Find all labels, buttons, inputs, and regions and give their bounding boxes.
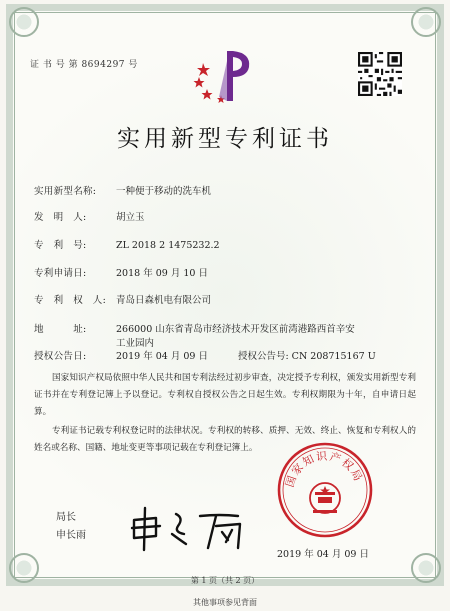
footer-note: 其他事项参见背面 <box>193 598 257 607</box>
qr-code-icon <box>358 52 402 96</box>
field-grant-date <box>34 348 376 362</box>
field-label: 专 利 权 人: <box>34 295 107 306</box>
field-inventor <box>34 209 145 223</box>
field-patent-number <box>34 237 220 251</box>
patent-office-logo-icon <box>193 47 253 105</box>
field-application-date <box>34 265 208 279</box>
field-value: 胡立玉 <box>116 212 145 223</box>
director-title: 局长 <box>56 512 76 523</box>
field-address <box>34 321 355 335</box>
paragraph-legal-status: 专利证书记载专利权登记时的法律状况。专利权的转移、质押、无效、终止、恢复和专利权人的姓名或名称、国籍、地址变更等事项记载在专利登记簿上。 <box>34 426 416 453</box>
field-value: ZL 2018 2 1475232.2 <box>116 240 220 251</box>
border-ornament-icon <box>9 7 39 37</box>
page-number: 第 1 页（共 2 页） <box>190 576 260 585</box>
address-line-2: 工业园内 <box>116 338 155 349</box>
field-utility-model-name <box>34 183 211 197</box>
field-label: 地 址: <box>34 324 87 335</box>
field-value: 266000 山东省青岛市经济技术开发区前湾港路西首辛安 <box>116 324 355 335</box>
director-signature <box>120 504 270 554</box>
field-value: 2019 年 04 月 09 日 <box>116 351 208 362</box>
field-label: 实用新型名称: <box>34 186 97 197</box>
field-label: 授权公告日: <box>34 351 87 362</box>
field-patentee <box>34 292 211 306</box>
field-value: 青岛日森机电有限公司 <box>116 295 212 306</box>
field-label: 发 明 人: <box>34 212 87 223</box>
seal-text: 国家知识产权局 <box>283 449 366 489</box>
paragraph-grant-statement: 国家知识产权局依照中华人民共和国专利法经过初步审查，决定授予专利权，颁发实用新型专利证书并在专利登记簿上予以登记。专利权自授权公告之日起生效。专利权期限为十年，自申请日起算。 <box>34 373 416 417</box>
director-name: 申长雨 <box>56 530 86 541</box>
seal-date: 2019 年 04 月 09 日 <box>277 549 369 560</box>
field-label: 专 利 号: <box>34 240 87 251</box>
document-title: 实用新型专利证书 <box>117 126 333 152</box>
official-seal <box>275 440 375 540</box>
border-ornament-icon <box>411 7 441 37</box>
field-value: 2018 年 09 月 10 日 <box>116 268 208 279</box>
field-value: 一种便于移动的洗车机 <box>116 186 212 197</box>
announcement-number: 授权公告号: CN 208715167 U <box>237 351 376 362</box>
field-label: 专利申请日: <box>34 268 87 279</box>
certificate-number: 证 书 号 第 8694297 号 <box>30 60 138 70</box>
